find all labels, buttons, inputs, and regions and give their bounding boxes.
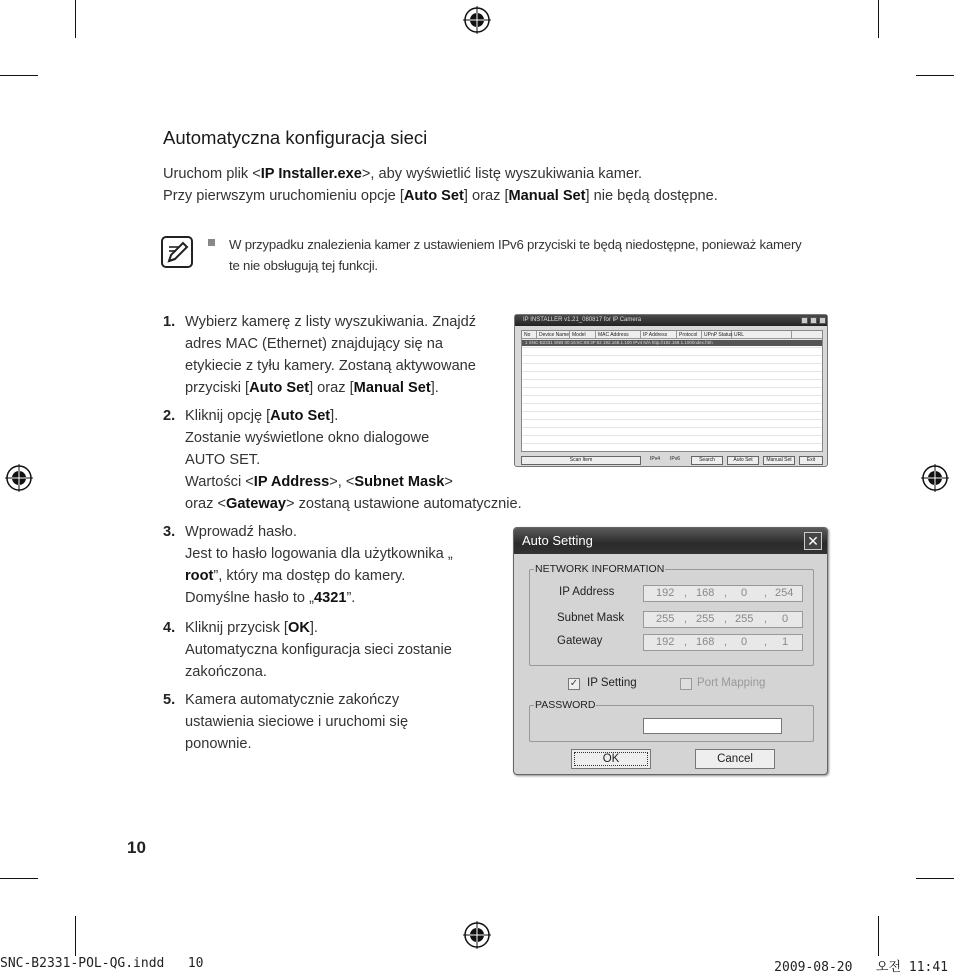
step-1	[163, 311, 476, 399]
crop-mark	[0, 75, 38, 76]
selected-camera-row[interactable]: 1 SNC-B2331 SNB 00:16:6C:88:3F:62 192.168.1.100 IPv4 N/A http://192.168.1.100/index.htm	[522, 340, 822, 346]
text: Kliknij przycisk [	[185, 620, 288, 636]
dialog-title: Auto Setting	[514, 528, 827, 554]
text: >, <	[329, 474, 355, 490]
auto-setting-dialog	[513, 527, 828, 775]
crop-mark	[916, 75, 954, 76]
crop-mark	[75, 0, 76, 38]
text: ”.	[346, 590, 356, 606]
ip-address-label: IP Address	[559, 586, 615, 598]
port-mapping-label: Port Mapping	[697, 677, 766, 689]
manual-set-button[interactable]: Manual Set	[763, 456, 795, 465]
button-ref: Manual Set	[508, 188, 586, 204]
registration-mark-icon	[463, 6, 491, 34]
step-line: Jest to hasło logowania dla użytkownika „	[185, 546, 453, 562]
crop-mark	[0, 878, 38, 879]
field-ref: Subnet Mask	[354, 474, 445, 490]
step-number: 4.	[163, 620, 176, 636]
octet: 255	[735, 613, 754, 625]
step-line: Automatyczna konfiguracja sieci zostanie	[185, 642, 452, 658]
page-number: 10	[127, 838, 146, 857]
slug-left: SNC-B2331-POL-QG.indd 10	[0, 956, 204, 971]
crop-mark	[916, 878, 954, 879]
octet: 168	[696, 636, 715, 648]
step-5	[163, 689, 408, 755]
note-text	[229, 234, 829, 276]
text: ].	[309, 620, 318, 636]
field-ref: Gateway	[225, 496, 286, 512]
registration-mark-icon	[921, 464, 949, 492]
column-header[interactable]: No	[522, 331, 537, 339]
step-line: etykiecie z tyłu kamery. Zostaną aktywowane	[185, 358, 476, 374]
field-ref: IP Address	[253, 474, 330, 490]
column-header[interactable]: MAC Address	[596, 331, 641, 339]
step-line	[185, 405, 522, 427]
text: Uruchom plik <	[163, 166, 261, 182]
octet: 192	[656, 587, 675, 599]
step-2	[163, 405, 522, 515]
ip-address-field[interactable]: 192 , 168 , 0 , 254	[643, 585, 803, 602]
maximize-icon[interactable]	[810, 317, 817, 324]
step-line	[185, 565, 453, 587]
step-3	[163, 521, 453, 609]
octet: 0	[782, 613, 789, 625]
search-button[interactable]: Search	[691, 456, 723, 465]
crop-mark	[878, 0, 879, 38]
ip-installer-buttonbar	[521, 456, 823, 465]
note-line: te nie obsługują tej funkcji.	[229, 258, 378, 273]
step-line	[185, 377, 476, 399]
text: Kliknij opcję [	[185, 408, 271, 424]
column-header[interactable]: UPnP Status	[704, 332, 733, 338]
password-input[interactable]	[643, 718, 782, 734]
step-line: ponownie.	[185, 736, 252, 752]
auto-set-button[interactable]: Auto Set	[727, 456, 759, 465]
octet: 1	[782, 636, 789, 648]
button-ref: Auto Set	[249, 380, 310, 396]
gateway-label: Gateway	[557, 635, 603, 647]
text: ] nie będą dostępne.	[585, 188, 718, 204]
text: ] oraz [	[463, 188, 509, 204]
step-line	[185, 587, 453, 609]
step-number: 3.	[163, 524, 176, 540]
text: > zostaną ustawione automatycznie.	[286, 496, 522, 512]
camera-list-header	[522, 331, 822, 339]
column-header[interactable]: Protocol	[677, 331, 702, 339]
octet: 255	[656, 613, 675, 625]
octet: 254	[775, 587, 794, 599]
username: root	[185, 568, 214, 584]
button-ref: Manual Set	[353, 380, 431, 396]
step-number: 2.	[163, 408, 176, 424]
ip-installer-window	[514, 314, 828, 467]
text: ”, który ma dostęp do kamery.	[213, 568, 406, 584]
close-icon[interactable]	[819, 317, 826, 324]
registration-mark-icon	[463, 921, 491, 949]
crop-mark	[878, 916, 879, 956]
step-line	[185, 617, 452, 639]
octet: 0	[741, 587, 748, 599]
note-line: W przypadku znalezienia kamer z ustawieniem IPv6 przyciski te będą niedostępne, ponieważ kamery	[229, 237, 802, 252]
text: oraz <	[185, 496, 226, 512]
text: Wartości <	[185, 474, 254, 490]
text: >, aby wyświetlić listę wyszukiwania kamer.	[361, 166, 643, 182]
button-ref: Auto Set	[270, 408, 331, 424]
step-4	[163, 617, 452, 683]
step-line: AUTO SET.	[185, 452, 261, 468]
step-line: zakończona.	[185, 664, 267, 680]
ip-setting-label: IP Setting	[587, 677, 637, 689]
intro-line-1	[163, 163, 863, 185]
text: ] oraz [	[309, 380, 354, 396]
ip-installer-titlebar: IP INSTALLER v1.21_080817 for IP Camera	[515, 315, 827, 326]
slug-right: 2009-08-20 오전 11:41	[774, 960, 948, 975]
subnet-mask-field[interactable]: 255 , 255 , 255 , 0	[643, 611, 803, 628]
step-line: Kamera automatycznie zakończy	[185, 692, 400, 708]
octet: 0	[741, 636, 748, 648]
ip-setting-checkbox[interactable]: ✓	[569, 678, 579, 689]
column-header[interactable]: Device Name	[539, 332, 570, 338]
button-ref: OK	[287, 620, 310, 636]
button-ref: Auto Set	[403, 188, 464, 204]
scan-item-field: Scan Item	[521, 456, 641, 465]
ipv4-radio[interactable]: IPv4	[649, 456, 660, 462]
subnet-mask-label: Subnet Mask	[557, 612, 625, 624]
text: >	[444, 474, 453, 490]
crop-mark	[75, 916, 76, 956]
text: przyciski [	[185, 380, 250, 396]
note-bullet	[208, 239, 215, 246]
port-mapping-checkbox[interactable]	[680, 678, 692, 690]
step-line: Zostanie wyświetlone okno dialogowe	[185, 430, 430, 446]
gateway-field[interactable]: 192 , 168 , 0 , 1	[643, 634, 803, 651]
intro-paragraph	[163, 163, 863, 207]
default-password: 4321	[313, 590, 347, 606]
note-pencil-icon	[161, 236, 193, 268]
column-header[interactable]: IP Address	[641, 331, 677, 339]
step-line	[185, 471, 522, 493]
camera-list[interactable]	[521, 330, 823, 452]
column-header[interactable]: Model	[570, 331, 596, 339]
step-line: Wybierz kamerę z listy wyszukiwania. Znajdź	[185, 314, 477, 330]
step-number: 5.	[163, 692, 176, 708]
filename: IP Installer.exe	[260, 166, 362, 182]
registration-mark-icon	[5, 464, 33, 492]
text: ].	[330, 408, 339, 424]
column-header[interactable]: URL	[732, 331, 792, 339]
octet: 192	[656, 636, 675, 648]
step-line: adres MAC (Ethernet) znajdujący się na	[185, 336, 443, 352]
octet: 168	[696, 587, 715, 599]
octet: 255	[696, 613, 715, 625]
text: ].	[430, 380, 439, 396]
step-line: ustawienia sieciowe i uruchomi się	[185, 714, 409, 730]
step-line: Wprowadź hasło.	[185, 524, 297, 540]
ok-button[interactable]: OK	[571, 749, 651, 769]
close-icon[interactable]: ✕	[804, 532, 822, 550]
network-information-legend: NETWORK INFORMATION	[535, 563, 665, 575]
step-number: 1.	[163, 314, 176, 330]
exit-button[interactable]: Exit	[799, 456, 823, 465]
ipv6-radio[interactable]: IPv6	[669, 456, 680, 462]
intro-line-2	[163, 185, 863, 207]
text: Przy pierwszym uruchomieniu opcje [	[163, 188, 404, 204]
cancel-button[interactable]: Cancel	[695, 749, 775, 769]
minimize-icon[interactable]	[801, 317, 808, 324]
step-line	[185, 493, 522, 515]
password-legend: PASSWORD	[535, 699, 596, 711]
section-title: Automatyczna konfiguracja sieci	[163, 127, 428, 148]
text: Domyślne hasło to „	[185, 590, 314, 606]
